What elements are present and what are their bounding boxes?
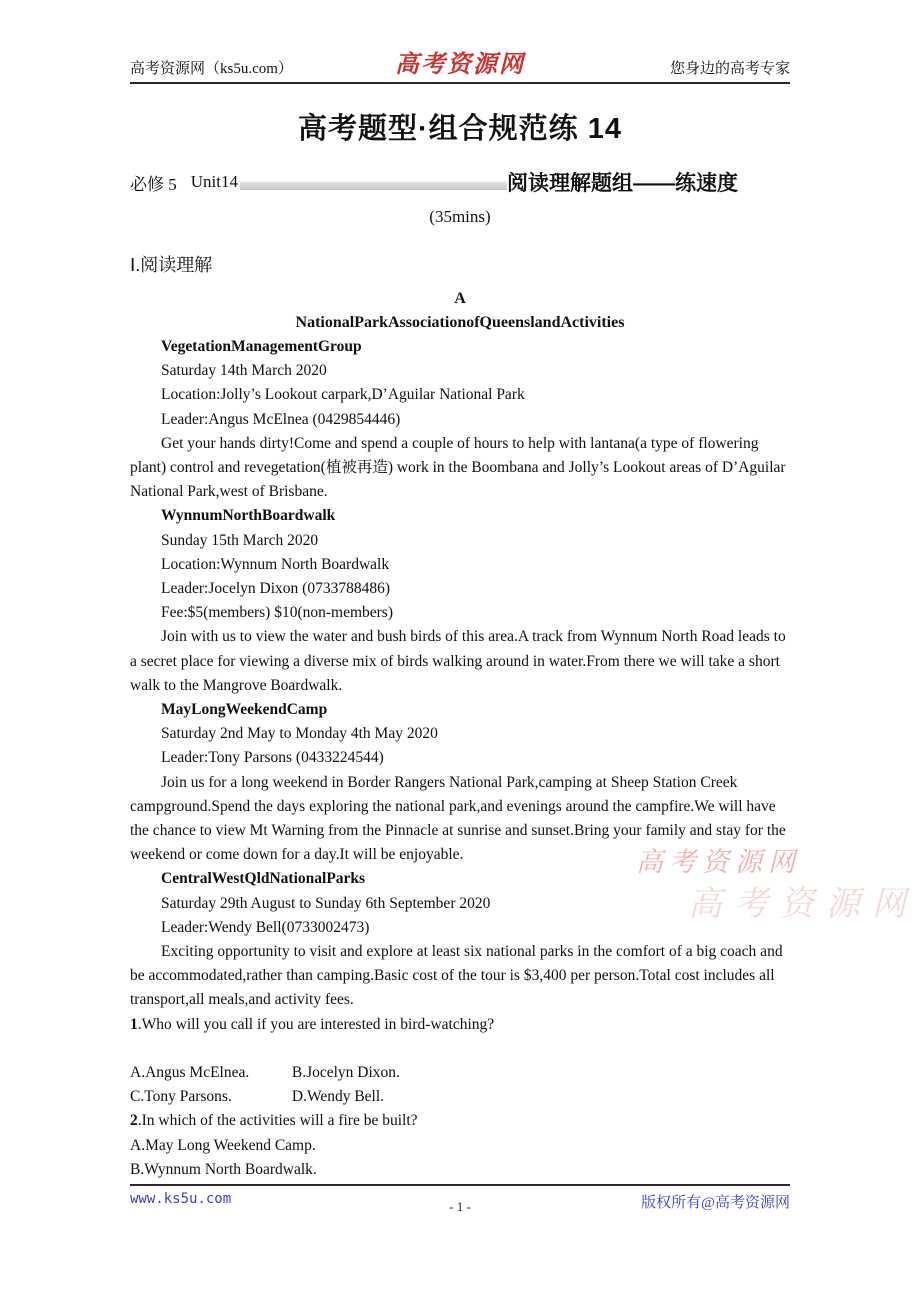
page-title: 高考题型·组合规范练 14 — [298, 113, 622, 145]
question-1-options-row — [130, 1061, 790, 1085]
activity-detail: Saturday 29th August to Sunday 6th September 2020 — [161, 894, 491, 912]
activity-name: WynnumNorthBoardwalk — [161, 507, 336, 525]
activity-detail: Leader:Angus McElnea (0429854446) — [161, 410, 401, 428]
module-label: 必修 5 — [130, 174, 177, 194]
watermark-text: 高考资源网 — [636, 847, 801, 877]
activity-detail: Location:Jolly’s Lookout carpark,D’Aguilar National Park — [161, 386, 525, 404]
decorative-band — [240, 180, 507, 190]
question-1-options-row — [130, 1085, 790, 1109]
header-slogan: 您身边的高考专家 — [669, 61, 790, 77]
activity-name: CentralWestQldNationalParks — [161, 870, 366, 888]
option-a: A.May Long Weekend Camp. — [130, 1136, 316, 1154]
option-b: B.Wynnum North Boardwalk. — [130, 1160, 317, 1178]
activity-detail: Leader:Wendy Bell(0733002473) — [161, 918, 370, 936]
page-number: - 1 - — [449, 1199, 471, 1214]
activity-detail: Saturday 14th March 2020 — [161, 362, 327, 380]
activity-description: Join with us to view the water and bush birds of this area.A track from Wynnum North Road leads to a secret place for viewing a diverse mix of birds walking around in water.From there we will take a short walk to the Mangrove Boardwalk. — [130, 628, 786, 694]
time-limit: (35mins) — [429, 207, 491, 226]
site-logo: 高考资源网 — [395, 52, 525, 78]
activity-description: Join us for a long weekend in Border Rangers National Park,camping at Sheep Station Creek campground.Spend the days exploring the national park,and evenings around the campfire.We will have the chance to view Mt Warning from the Pinnacle at sunrise and sunset.Bring your family and stay for the weekend or come down for a day.It will be enjoyable. — [130, 773, 786, 864]
option-d: D.Wendy Bell. — [291, 1088, 385, 1106]
question-2 — [130, 1109, 790, 1133]
watermark-text: 高考资源网 — [688, 886, 918, 923]
question-number: 1 — [130, 1015, 138, 1033]
footer-inner — [130, 1191, 790, 1215]
activity-name: MayLongWeekendCamp — [161, 701, 328, 719]
activity-name: VegetationManagementGroup — [161, 338, 362, 355]
footer-site-link[interactable]: www.ks5u.com — [130, 1191, 232, 1207]
activity-description: Get your hands dirty!Come and spend a couple of hours to help with lantana(a type of flowering plant) control and revegetation(植被再造) work in the Boombana and Jolly’s Lookout areas of D’Aguilar National Park,west of Brisbane. — [130, 434, 786, 501]
activity-description: Exciting opportunity to visit and explore at least six national parks in the comfort of a big coach and be accommodated,rather than camping.Basic cost of the tour is $3,400 per person.Total cost includes all transport,all meals,and activity fees. — [130, 943, 783, 1009]
section-heading: Ⅰ.阅读理解 — [130, 255, 213, 275]
activity-detail: Leader:Tony Parsons (0433224544) — [161, 749, 384, 767]
unit-label: Unit14 — [190, 172, 238, 191]
exercise-type-label: 阅读理解题组——练速度 — [507, 172, 738, 195]
footer-copyright: 版权所有@高考资源网 — [641, 1195, 790, 1211]
option-c: C.Tony Parsons. — [130, 1088, 232, 1106]
question-number: 2 — [130, 1112, 138, 1130]
option-a: A.Angus McElnea. — [130, 1063, 250, 1081]
activity-detail: Leader:Jocelyn Dixon (0733788486) — [161, 580, 390, 598]
activity-detail: Location:Wynnum North Boardwalk — [161, 555, 390, 573]
activity-detail: Saturday 2nd May to Monday 4th May 2020 — [161, 725, 438, 743]
subtitle-row — [130, 167, 790, 197]
document-body — [130, 106, 790, 1182]
option-b: B.Jocelyn Dixon. — [291, 1063, 400, 1081]
header-site-name: 高考资源网（ks5u.com） — [130, 61, 293, 77]
question-1 — [130, 1013, 790, 1037]
question-text: .In which of the activities will a fire be built? — [137, 1112, 418, 1130]
page-header — [130, 52, 790, 84]
passage-title: NationalParkAssociationofQueenslandActivities — [295, 314, 625, 331]
activity-detail: Sunday 15th March 2020 — [161, 531, 319, 549]
question-text: .Who will you call if you are interested in bird-watching? — [137, 1015, 495, 1033]
activity-detail: Fee:$5(members) $10(non-members) — [161, 604, 394, 622]
blank-line — [130, 1037, 790, 1061]
page-footer — [130, 1184, 790, 1215]
passage-label: A — [454, 290, 466, 307]
